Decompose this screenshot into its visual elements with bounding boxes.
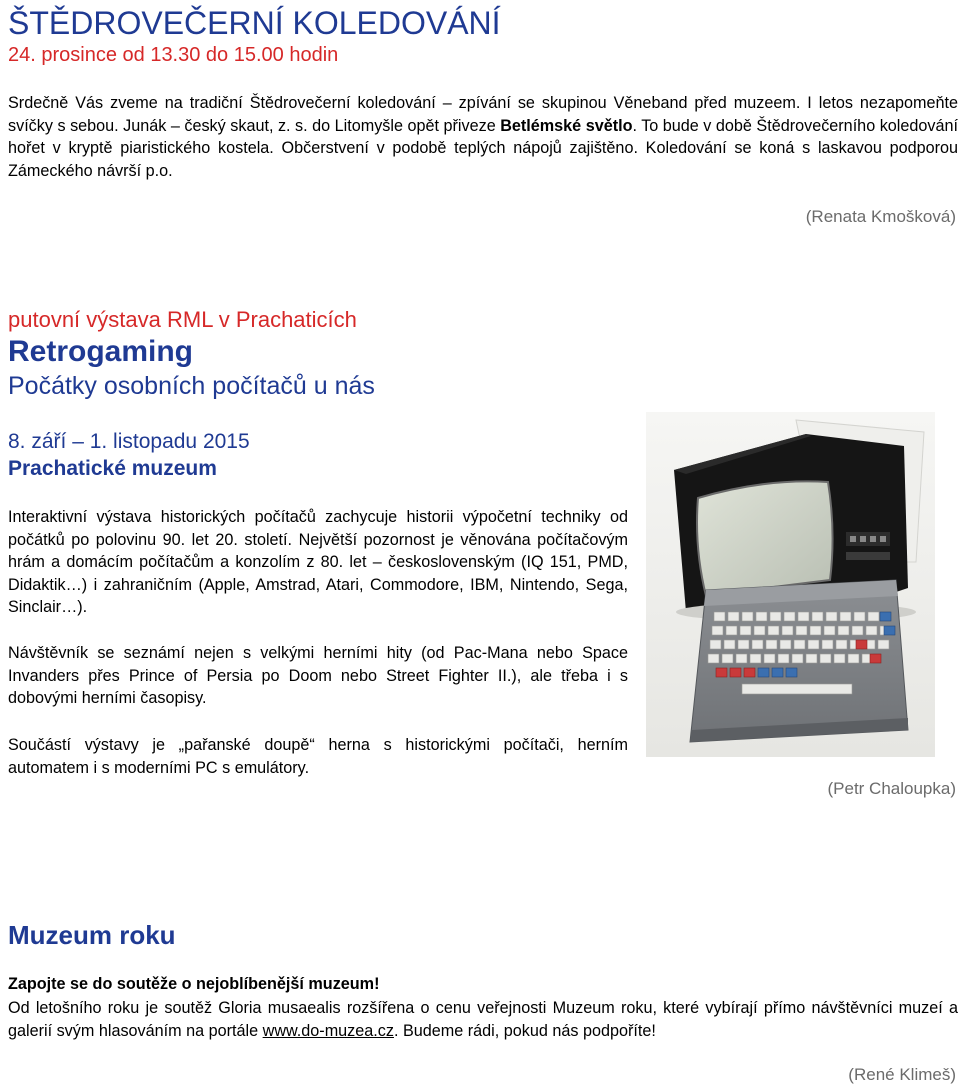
retrogaming-para3: Součástí výstavy je „pařanské doupě“ herna s historickými počítači, herním automatem i s moderními PC s emulátory. bbox=[8, 736, 628, 777]
retrogaming-author: (Petr Chaloupka) bbox=[827, 779, 956, 798]
retrogaming-title: Retrogaming bbox=[8, 335, 194, 368]
muzeum-roku-title: Muzeum roku bbox=[8, 920, 176, 950]
muzeum-roku-lead: Zapojte se do soutěže o nejoblíbenější muzeum! bbox=[8, 975, 380, 993]
retrogaming-dates: 8. září – 1. listopadu 2015 bbox=[8, 430, 250, 453]
koledovani-title: ŠTĚDROVEČERNÍ KOLEDOVÁNÍ bbox=[8, 5, 501, 41]
muzeum-roku-author: (René Klimeš) bbox=[848, 1065, 956, 1084]
retrogaming-venue: Prachatické muzeum bbox=[8, 457, 217, 480]
retrogaming-pretitle: putovní výstava RML v Prachaticích bbox=[8, 307, 357, 332]
koledovani-text-a: Srdečně Vás zveme na tradiční Štědrovečerní koledování – zpívání se skupinou Věneband před muzeem. I letos nezapomeňte svíčky s sebou. Junák – český skaut, z. s. do Litomyšle opět přiveze bbox=[8, 94, 958, 135]
retro-computer-illustration bbox=[646, 412, 935, 757]
muzeum-roku-text bbox=[8, 997, 958, 1042]
muzeum-roku-text-b: . Budeme rádi, pokud nás podpoříte! bbox=[393, 1021, 656, 1040]
koledovani-text-b: . To bude v době Štědrovečerního koledování hořet v kryptě piaristického kostela. Občerstvení v podobě teplých nápojů zajištěno. Koledování se koná s laskavou podporou Zámeckého návrší p.o. bbox=[8, 116, 958, 180]
muzeum-roku-text-a: Od letošního roku je soutěž Gloria musaealis rozšířena o cenu veřejnosti Muzeum roku, které vybírají přímo návštěvníci muzeí a galerií svým hlasováním na portále bbox=[8, 999, 958, 1040]
do-muzea-link[interactable]: www.do-muzea.cz bbox=[262, 1021, 394, 1040]
retrogaming-para2: Návštěvník se seznámí nejen s velkými herními hity (od Pac-Mana nebo Space Invanders přes Prince of Persia po Doom nebo Street Fighter II.), ale třeba i s dobovými herními časopisy. bbox=[8, 644, 628, 707]
retro-computer-photo bbox=[646, 412, 935, 757]
retrogaming-para1: Interaktivní výstava historických počítačů zachycuje historii výpočetní techniky od počátků po polovinu 90. let 20. století. Největší pozornost je věnována počítačovým hrám a domácím počítačům a konzolím z 80. let – československým (IQ 151, PMD, Didaktik…) i zahraničním (Apple, Amstrad, Atari, Commodore, IBM, Nintendo, Sega, Sinclair…). bbox=[8, 508, 628, 616]
betlemske-svetlo: Betlémské světlo bbox=[500, 116, 633, 135]
koledovani-text bbox=[8, 92, 958, 182]
koledovani-author: (Renata Kmošková) bbox=[805, 207, 956, 226]
koledovani-subtitle: 24. prosince od 13.30 do 15.00 hodin bbox=[8, 44, 339, 66]
retrogaming-subtitle: Počátky osobních počítačů u nás bbox=[8, 372, 375, 400]
